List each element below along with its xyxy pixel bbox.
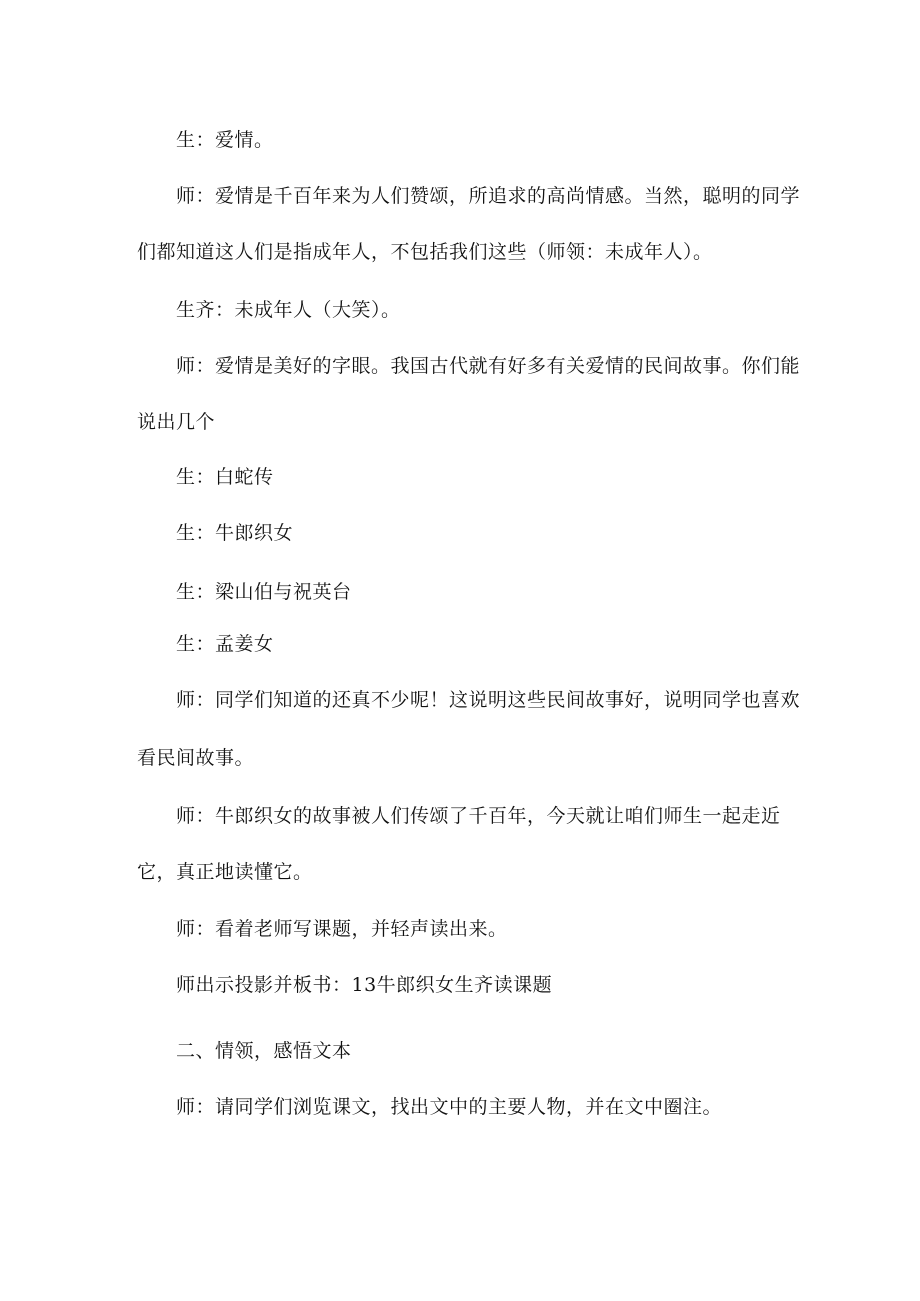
paragraph-teacher-intro-line1: 师：牛郎织女的故事被人们传颂了千百年，今天就让咱们师生一起走近 (176, 805, 781, 827)
paragraph-teacher-praise-line2: 看民间故事。 (137, 747, 255, 769)
paragraph-student-answer-3: 生：梁山伯与祝英台 (176, 581, 352, 603)
paragraph-teacher-praise-line1: 师：同学们知道的还真不少呢！这说明这些民间故事好，说明同学也喜欢 (176, 689, 801, 711)
paragraph-teacher-folk-stories-line2: 说出几个 (137, 411, 216, 433)
paragraph-student-answer-1: 生：白蛇传 (176, 466, 274, 488)
paragraph-teacher-title: 师：看着老师写课题，并轻声读出来。 (176, 918, 508, 940)
paragraph-student-answer-4: 生：孟姜女 (176, 633, 274, 655)
paragraph-board-writing: 师出示投影并板书：13牛郎织女生齐读课题 (176, 974, 553, 996)
paragraph-teacher-folk-stories-line1: 师：爱情是美好的字眼。我国古代就有好多有关爱情的民间故事。你们能 (176, 355, 801, 377)
paragraph-student-love: 生：爱情。 (176, 129, 274, 151)
paragraph-teacher-intro-line2: 它，真正地读懂它。 (137, 861, 313, 883)
section-heading-2: 二、情领，感悟文本 (176, 1040, 352, 1062)
paragraph-teacher-love-line2: 们都知道这人们是指成年人，不包括我们这些（师领：未成年人）。 (137, 241, 713, 263)
paragraph-teacher-love-line1: 师：爱情是千百年来为人们赞颂，所追求的高尚情感。当然，聪明的同学 (176, 185, 801, 207)
paragraph-students-together: 生齐：未成年人（大笑）。 (176, 299, 401, 321)
paragraph-teacher-browse: 师：请同学们浏览课文，找出文中的主要人物，并在文中圈注。 (176, 1096, 723, 1118)
paragraph-student-answer-2: 生：牛郎织女 (176, 522, 294, 544)
